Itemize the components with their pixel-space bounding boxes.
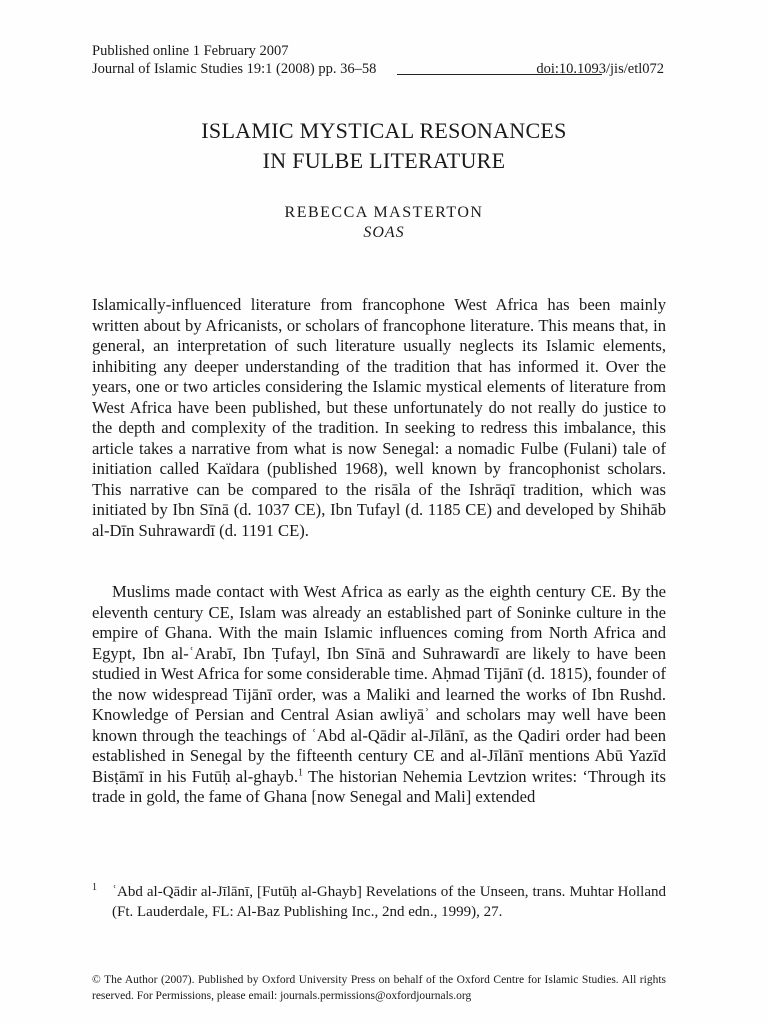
footnote (92, 882, 666, 922)
paragraph-2-text-a: Muslims made contact with West Africa as early as the eighth century CE. By the eleventh century CE, Islam was already an established part of Soninke culture in the empire of Ghana. With the main Islamic influences coming from North Africa and Egypt, Ibn al-ʿArabī, Ibn Ṭufayl, Ibn Sīnā and Suhrawardī are likely to have been studied in West Africa for some considerable time. Aḥmad Tijānī (d. 1815), founder of the now widespread Tijānī order, was a Maliki and learned the works of Ibn Rushd. Knowledge of Persian and Central Asian awliyāʾ and scholars may well have been known through the teachings of ʿAbd al-Qādir al-Jīlānī, as the Qadiri order had been established in Senegal by the fifteenth century CE and al-Jīlānī mentions Abū Yazīd Bisṭāmī in his Futūḥ al-ghayb. (92, 582, 666, 786)
body-paragraph (92, 582, 666, 808)
article-title-line-2: IN FULBE LITERATURE (262, 148, 506, 173)
author-name: REBECCA MASTERTON (284, 204, 484, 221)
article-title-line-1: ISLAMIC MYSTICAL RESONANCES (201, 118, 567, 143)
journal-citation-line (92, 60, 664, 78)
footnote-text: ʿAbd al-Qādir al-Jīlānī, [Futūḥ al-Ghayb] Revelations of the Unseen, trans. Muhtar Holland (Ft. Lauderdale, FL: Al-Baz Publishing Inc., 2nd edn., 1999), 27. (112, 884, 666, 920)
copyright-text: © The Author (2007). Published by Oxford University Press on behalf of the Oxford Centre for Islamic Studies. All rights reserved. For Permissions, please email: journals.permissions@oxfordjournals.org (92, 974, 666, 1002)
doi-link[interactable]: doi:10.1093/jis/etl072 (536, 61, 664, 77)
footnote-reference-1[interactable]: 1 (298, 766, 303, 778)
publication-date: Published online 1 February 2007 (92, 43, 289, 59)
paragraph-text-2 (92, 582, 666, 808)
journal-reference: Journal of Islamic Studies 19:1 (2008) pp. 36–58 (92, 61, 377, 77)
copyright-notice (92, 972, 666, 1004)
paragraph-text: Islamically-influenced literature from francophone West Africa has been mainly written about by Africanists, or scholars of francophone literature. This means that, in general, an interpretation of such literature usually neglects its Islamic elements, inhibiting any deeper understanding of the tradition that has informed it. Over the years, one or two articles considering the Islamic mystical elements of literature from West Africa have been published, but these unfortunately do not really do justice to the depth and complexity of the tradition. In seeking to redress this imbalance, this article takes a narrative from what is now Senegal: a nomadic Fulbe (Fulani) tale of initiation called Kaïdara (published 1968), well known by francophonist scholars. This narrative can be compared to the risāla of the Ishrāqī tradition, which was initiated by Ibn Sīnā (d. 1037 CE), Ibn Tufayl (d. 1185 CE) and developed by Shihāb al-Dīn Suhrawardī (d. 1191 CE). (92, 295, 666, 540)
paragraph-2-text-b: The historian Nehemia Levtzion writes: ‘Through its trade in gold, the fame of Ghana [now Senegal and Mali] extended (92, 766, 666, 806)
author-affiliation: SOAS (363, 224, 405, 241)
abstract-paragraph (92, 295, 666, 541)
footnote-body: 1 ʿAbd al-Qādir al-Jīlānī, [Futūḥ al-Ghayb] Revelations of the Unseen, trans. Muhtar Holland (Ft. Lauderdale, FL: Al-Baz Publishing Inc., 2nd edn., 1999), 27. (92, 882, 666, 920)
